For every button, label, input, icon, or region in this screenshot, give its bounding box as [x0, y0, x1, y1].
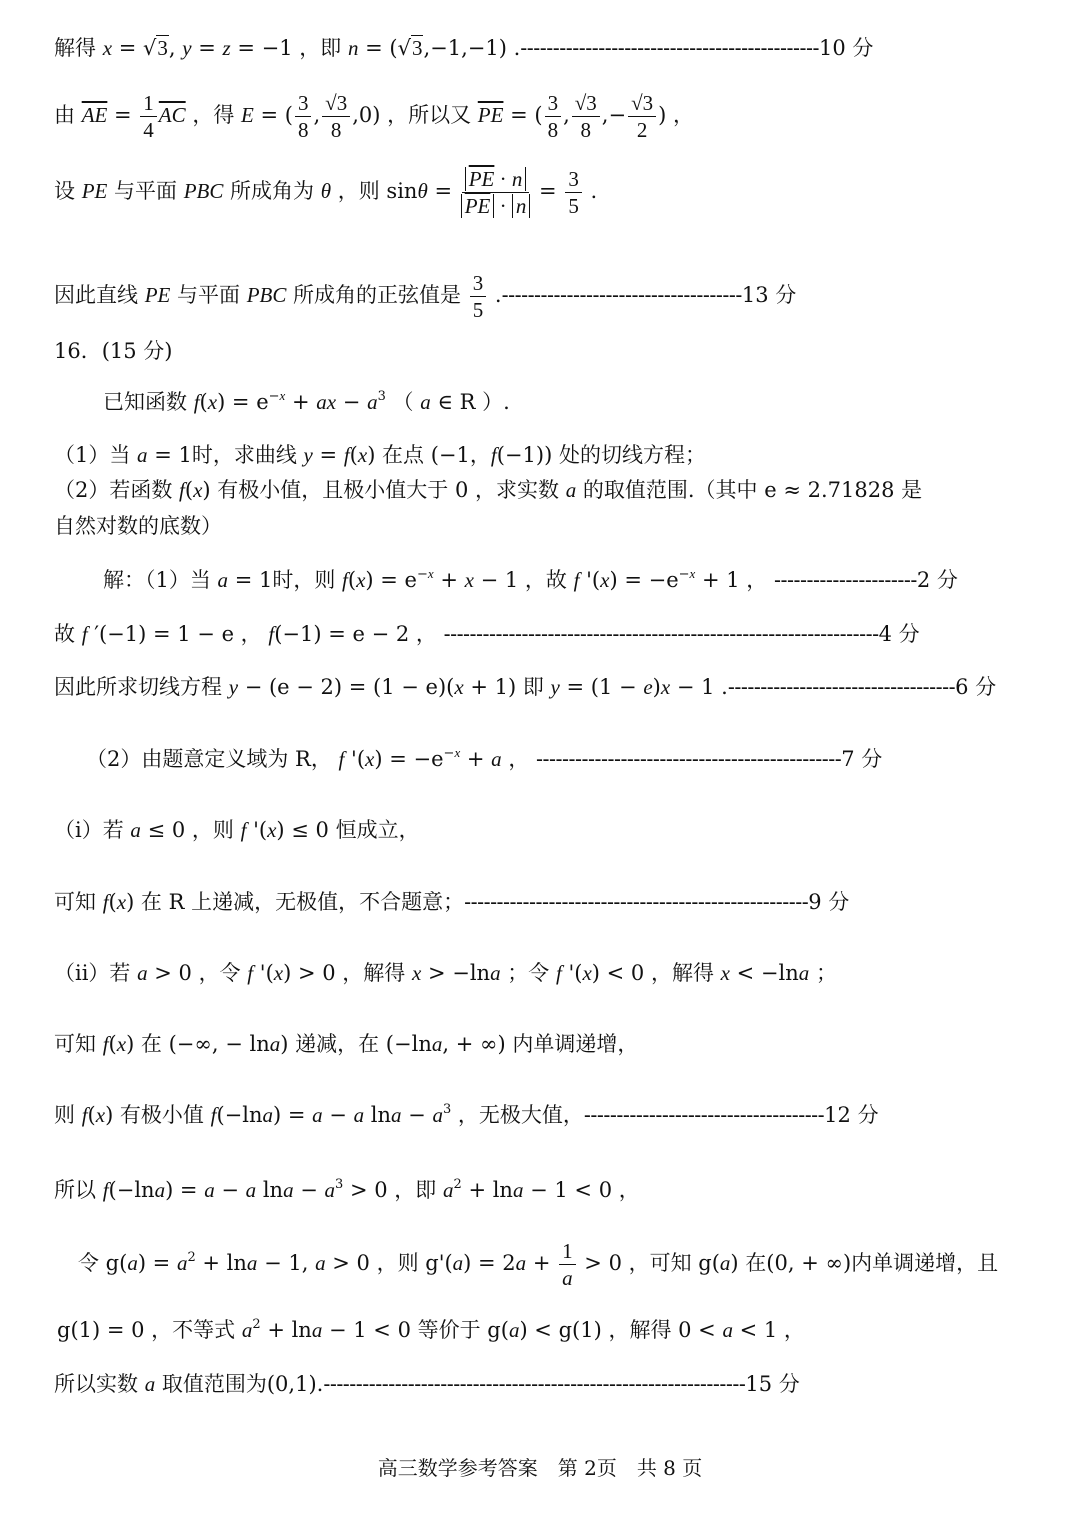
- answer-line: （2）由题意定义域为 R， f '$(x) = -e^{-x} + a$ ， -----------------------------------------------7 分: [86, 745, 883, 771]
- answer-line: 因此所求切线方程 y − (e − 2) = (1 − e)(x + 1) 即 y = (1 − e)x − 1 .-----------------------------------6 分: [54, 675, 997, 699]
- question-part-2-cont: 自然对数的底数）: [54, 514, 222, 538]
- question-heading: 16．(15 分): [54, 339, 173, 363]
- page-footer: 高三数学参考答案 第 2页 共 8 页: [377, 1456, 703, 1480]
- answer-line: 解：（1）当 a = 1时，则 $f(x) = e^{-x} + x - 1$ ，故 f '$(x) = -e^{-x} + 1$ ， ----------------------2 分: [103, 566, 958, 592]
- answer-line: g(1) = 0 ，不等式 $a^2 + \ln a - 1 < 0$ 等价于 g(a) < g(1) ，解得 0 < a < 1 ，: [57, 1317, 805, 1342]
- answer-line: 故 f ′(−1) = 1 − e ， f(−1) = e − 2 ， -------------------------------------------------------------------4 分: [54, 622, 920, 646]
- answer-line: 解得 x = √3, y = z = −1 ，即 n = (√3,−1,−1) .----------------------------------------------10 分: [54, 36, 874, 60]
- answer-line: 令 $g(a) = a^2 + \ln a - 1$, a > 0 ，则 g'(a) = 2a + $\frac{1}{a}$ > 0 ，可知 g(a) 在(0, + ∞)内单调递增，且: [78, 1239, 999, 1291]
- answer-line: 由 $\overline{AE}$ = $\frac{1}{4}$ $\overline{AC}$ ，得 E = ( $\frac{3}{8}$ , $\frac{√3}{8}$ ,0) ，所以又 $\overline{PE}$ = ( $\frac{3}{8}$ , $\frac{√3}{8}$ ,− $\frac{√3}{2}$ ) ，: [54, 91, 694, 143]
- answer-line: 所以实数 a 取值范围为(0,1).-----------------------------------------------------------------15 分: [54, 1372, 800, 1396]
- answer-line: （i）若 a ≤ 0 ，则 f '(x) ≤ 0 恒成立，: [54, 818, 420, 842]
- question-part-2: （2）若函数 f(x) 有极小值，且极小值大于 0 ，求实数 a 的取值范围.（其中 e ≈ 2.71828 是: [54, 478, 923, 502]
- answer-line: 可知 f(x) 在 (−∞, − lna) 递减，在 (−lna, + ∞) 内单调递增，: [54, 1032, 639, 1056]
- answer-line: 则 f(x) 有极小值 f(−lna) = a − a $\ln a - a^3$ ，无极大值，-------------------------------------12 分: [54, 1102, 879, 1127]
- answer-line: 因此直线 PE 与平面 PBC 所成角的正弦值是 $\frac{3}{5}$ .-------------------------------------13 分: [54, 271, 797, 323]
- answer-line: 设 PE 与平面 PBC 所成角为 θ ，则 sinθ = $\frac{\overline{PE} \cdot n}{\overline{PE} \cdot n}$ = $\frac{3}{5}$ .: [54, 167, 598, 219]
- answer-line: 可知 f(x) 在 R 上递减，无极值，不合题意；-----------------------------------------------------9 分: [54, 890, 850, 914]
- answer-line: （ii）若 a > 0 ，令 f '(x) > 0 ，解得 x > −lna ；令 f '(x) < 0 ，解得 x < −lna ；: [54, 961, 837, 985]
- answer-line: 所以 f(−lna) = a − a $\ln a - a^3 > 0$ ，即 $a^2 + \ln a - 1 < 0$ ，: [54, 1177, 640, 1202]
- question-part-1: （1）当 a = 1时，求曲线 y = f(x) 在点 (−1，f(−1)) 处的切线方程；: [54, 443, 706, 467]
- question-stem: 已知函数 $f(x) = e^{-x}$ + ax − $a^3$ （ a ∈ R ）.: [103, 388, 510, 414]
